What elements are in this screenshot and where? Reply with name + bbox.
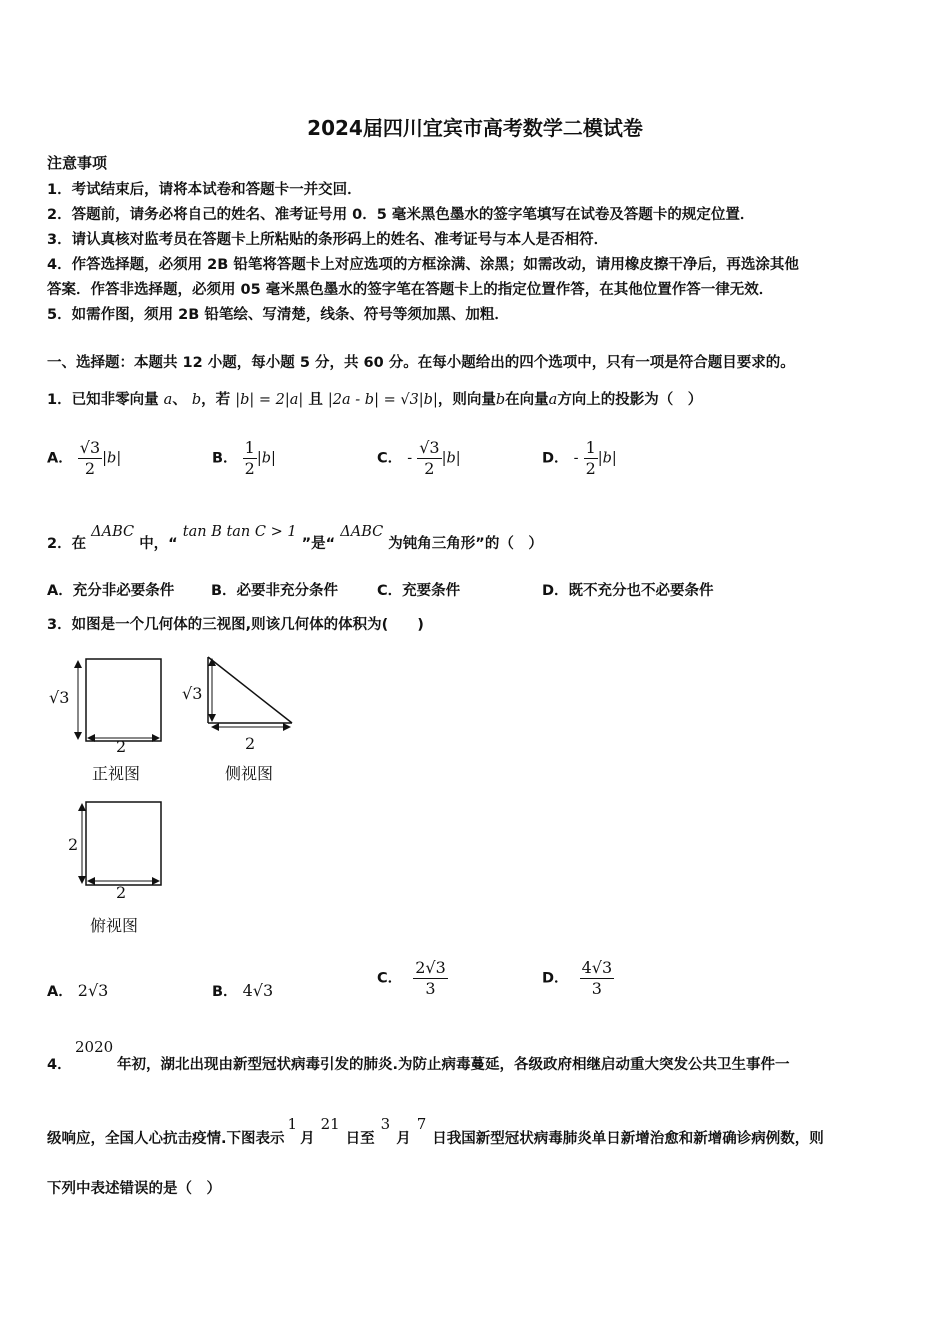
- q2-option-b[interactable]: B．必要非充分条件: [211, 583, 339, 599]
- q2-option-c[interactable]: C．充要条件: [377, 583, 461, 599]
- q4-text: 日我国新型冠状病毒肺炎单日新增治愈和新增确诊病例数，则: [432, 1131, 824, 1147]
- year-2020: 2020: [75, 1038, 114, 1056]
- notice-item: 答案．作答非选择题，必须用 05 毫米黑色墨水的签字笔在答题卡上的指定位置作答，在其他位置作答一律无效．: [47, 282, 774, 298]
- vector-b: b: [191, 392, 202, 408]
- notice-item: 3．请认真核对监考员在答题卡上所粘贴的条形码上的姓名、准考证号与本人是否相符．: [47, 232, 609, 248]
- fraction-den: 2: [244, 459, 255, 478]
- option-label: D．: [542, 450, 569, 467]
- option-tail: |b|: [256, 450, 276, 467]
- vector-b: b: [495, 392, 506, 408]
- dim-sqrt3-side: √3: [182, 684, 203, 703]
- q1-text: 且: [308, 392, 323, 408]
- dim-2-front: 2: [116, 737, 127, 756]
- option-label: C．: [377, 970, 403, 987]
- option-value: 2√3: [77, 981, 109, 1000]
- notice-item: 5．如需作图，须用 2B 铅笔绘、写清楚，线条、符号等须加黑、加粗．: [47, 307, 509, 323]
- fraction-den: 2: [84, 459, 96, 478]
- question-number: 2．: [47, 536, 72, 552]
- fraction: [417, 438, 441, 479]
- option-sign: -: [573, 450, 579, 467]
- q1-text: 在向量: [505, 392, 549, 408]
- q1-option-c[interactable]: [377, 438, 461, 479]
- q4-line-3: 下列中表述错误的是（ ）: [47, 1181, 221, 1197]
- question-1: [47, 388, 702, 409]
- q4-text: 月: [396, 1131, 411, 1147]
- top-view-label: 俯视图: [90, 916, 139, 935]
- q4-text: 级响应，全国人心抗击疫情.下图表示: [47, 1131, 285, 1147]
- q2-option-d[interactable]: D．既不充分也不必要条件: [542, 583, 714, 599]
- dim-sqrt3-front: √3: [49, 688, 70, 707]
- fraction-den: 2: [424, 459, 435, 478]
- notice-item: 4．作答选择题，必须用 2B 铅笔将答题卡上对应选项的方框涂满、涂黑；如需改动，请用橡皮擦干净后，再选涂其他: [47, 257, 799, 273]
- option-label: D．: [542, 970, 569, 987]
- q2-text: 在: [71, 536, 87, 552]
- dim-2-side: 2: [245, 734, 256, 753]
- section-heading: 一、选择题：本题共 12 小题，每小题 5 分，共 60 分。在每小题给出的四个选项中，只有一项是符合题目要求的。: [47, 355, 795, 371]
- option-sign: -: [407, 450, 413, 467]
- q4-line-1: 年初，湖北出现由新型冠状病毒引发的肺炎.为防止病毒蔓延，各级政府相继启动重大突发公共卫生事件一: [117, 1057, 790, 1073]
- notice-item: 2．答题前，请务必将自己的姓名、准考证号用 0．5 毫米黑色墨水的签字笔填写在试卷及答题卡的规定位置．: [47, 207, 755, 223]
- q4-text: 日至: [345, 1131, 375, 1147]
- q2-option-a[interactable]: A．充分非必要条件: [47, 583, 175, 599]
- q1-option-d[interactable]: [542, 438, 617, 479]
- fraction: [413, 958, 448, 999]
- triangle-abc: ΔABC: [340, 524, 384, 540]
- question-3-stem: 3．如图是一个几何体的三视图,则该几何体的体积为( ): [47, 617, 424, 633]
- notice-heading: 注意事项: [47, 154, 108, 172]
- vector-a: a: [548, 392, 558, 408]
- vector-a: a: [163, 392, 173, 408]
- month-3: 3: [380, 1115, 391, 1133]
- fraction-num: 1: [244, 438, 255, 457]
- q4-line-2: [47, 1115, 824, 1148]
- day-21: 21: [320, 1115, 340, 1133]
- q2-text: 中，“: [139, 536, 178, 552]
- dim-2-top-height: 2: [68, 835, 79, 854]
- option-tail: |b|: [441, 450, 461, 467]
- option-tail: |b|: [597, 450, 617, 467]
- q3-option-c[interactable]: [377, 958, 448, 999]
- fraction-den: 3: [591, 979, 602, 998]
- option-label: A．: [47, 984, 73, 1000]
- q1-option-b[interactable]: [212, 438, 276, 479]
- q1-option-a[interactable]: [47, 438, 121, 479]
- option-label: B．: [212, 450, 238, 467]
- front-view-square: [86, 659, 161, 741]
- q3-option-a[interactable]: [47, 980, 108, 1001]
- question-2: [47, 524, 543, 553]
- q2-text: ”是“: [301, 536, 336, 552]
- question-number: 4．: [47, 1057, 72, 1073]
- notice-item: 1．考试结束后，请将本试卷和答题卡一并交回．: [47, 182, 362, 198]
- fraction-num: √3: [419, 438, 440, 457]
- front-view-label: 正视图: [92, 764, 141, 783]
- side-view-hypotenuse: [208, 657, 292, 723]
- q2-text: 为钝角三角形”的（ ）: [388, 536, 543, 552]
- q2-condition: tan B tan C > 1: [182, 524, 297, 540]
- q1-sep: 、: [172, 392, 187, 408]
- q1-text: 方向上的投影为（ ）: [557, 392, 703, 408]
- fraction-num: 4√3: [581, 958, 613, 977]
- option-value: 4√3: [242, 981, 274, 1000]
- three-view-figure: [40, 645, 310, 945]
- fraction: [584, 438, 598, 479]
- q1-text: 已知非零向量: [71, 392, 159, 408]
- side-view-label: 侧视图: [225, 764, 274, 783]
- option-label: A．: [47, 450, 73, 467]
- q1-condition-2: |2a - b| = √3|b|: [327, 392, 438, 408]
- fraction: [580, 958, 615, 999]
- fraction-den: 2: [585, 459, 596, 478]
- fraction-num: 1: [585, 438, 596, 457]
- day-7: 7: [416, 1115, 427, 1133]
- q3-option-d[interactable]: [542, 958, 614, 999]
- dim-2-top-width: 2: [116, 883, 127, 902]
- question-number: 1．: [47, 392, 72, 408]
- option-tail: |b|: [102, 450, 122, 467]
- top-view-square: [86, 802, 161, 885]
- option-label: C．: [377, 450, 403, 467]
- q4-text: 月: [300, 1131, 315, 1147]
- q3-option-b[interactable]: [212, 980, 273, 1001]
- fraction-num: 2√3: [415, 958, 446, 977]
- fraction-den: 3: [425, 979, 436, 998]
- q1-text: ，则向量: [437, 392, 496, 408]
- q1-condition-1: |b| = 2|a|: [235, 392, 304, 408]
- month-1: 1: [287, 1115, 298, 1133]
- fraction-num: √3: [79, 438, 101, 457]
- triangle-abc: ΔABC: [91, 524, 135, 540]
- fraction: [78, 438, 102, 479]
- option-label: B．: [212, 984, 238, 1000]
- page-title: 2024届四川宜宾市高考数学二模试卷: [307, 116, 643, 140]
- q1-text: ，若: [201, 392, 231, 408]
- fraction: [243, 438, 257, 479]
